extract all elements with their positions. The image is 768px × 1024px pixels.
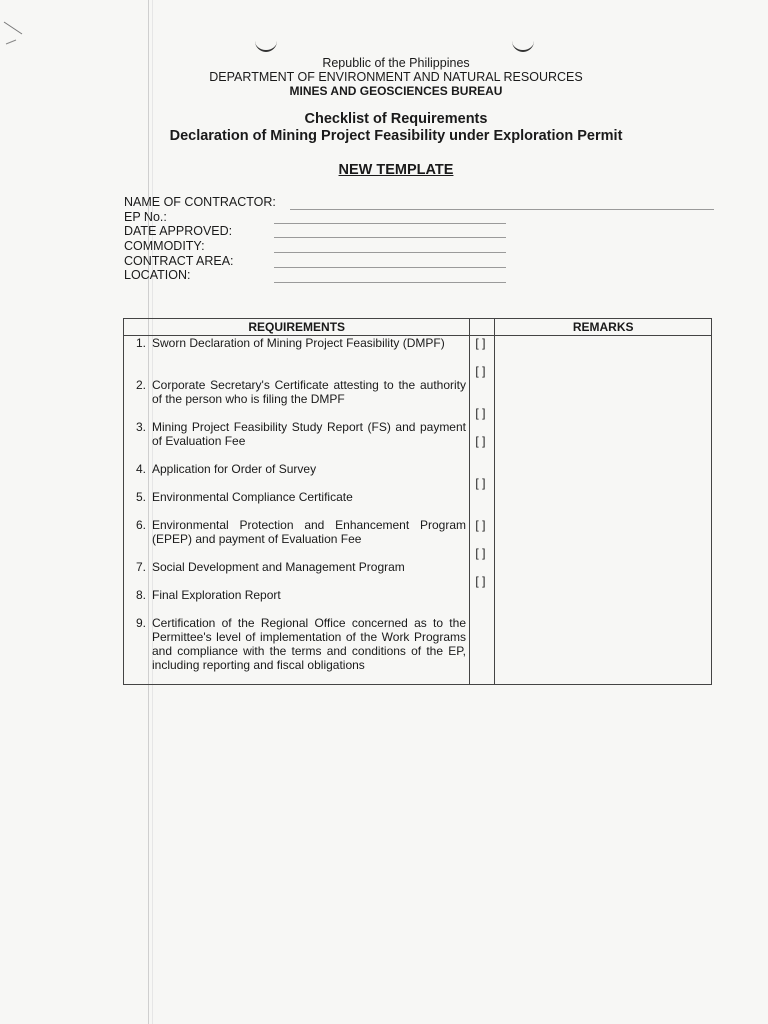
requirements-column-header: REQUIREMENTS xyxy=(124,319,470,336)
ep-number-field[interactable] xyxy=(274,223,506,224)
checkbox-2[interactable]: [ ] xyxy=(475,364,486,378)
item-number: 2. xyxy=(135,378,146,392)
requirements-list-cell xyxy=(124,336,470,685)
list-item xyxy=(135,420,466,448)
date-approved-field[interactable] xyxy=(274,237,506,238)
checkbox-7[interactable]: [ ] xyxy=(475,546,486,560)
item-text: Application for Order of Survey xyxy=(152,462,317,476)
contractor-name-field[interactable] xyxy=(290,209,714,210)
list-item xyxy=(135,462,466,476)
item-text: Mining Project Feasibility Study Report (FS) and payment of Evaluation Fee xyxy=(152,420,466,448)
item-text: Final Exploration Report xyxy=(152,588,281,602)
list-item xyxy=(135,616,466,672)
list-item xyxy=(135,588,466,602)
punch-hole-mark-right xyxy=(512,40,534,52)
remarks-cell[interactable] xyxy=(495,336,712,685)
item-text: Environmental Protection and Enhancement Program (EPEP) and payment of Evaluation Fee xyxy=(152,518,466,546)
item-text: Environmental Compliance Certificate xyxy=(152,490,353,504)
item-number: 3. xyxy=(135,420,146,434)
checkbox-6[interactable]: [ ] xyxy=(475,518,486,532)
item-number: 8. xyxy=(135,588,146,602)
item-number: 7. xyxy=(135,560,146,574)
list-item xyxy=(135,518,466,546)
document-title: Checklist of Requirements xyxy=(304,111,488,127)
item-text: Social Development and Management Program xyxy=(152,560,405,574)
document-subtitle: Declaration of Mining Project Feasibility under Exploration Permit xyxy=(169,128,623,144)
checkbox-column-header xyxy=(470,319,495,336)
item-number: 9. xyxy=(135,616,146,630)
location-field[interactable] xyxy=(274,282,506,283)
requirements-table xyxy=(123,318,712,685)
checkbox-1[interactable]: [ ] xyxy=(475,336,486,350)
location-label: LOCATION: xyxy=(124,268,191,282)
item-text: Corporate Secretary's Certificate attesting to the authority of the person who is filing the DMPF xyxy=(152,378,466,406)
remarks-column-header: REMARKS xyxy=(495,319,712,336)
contractor-name-label: NAME OF CONTRACTOR: xyxy=(124,195,276,209)
table-body-row xyxy=(124,336,712,685)
commodity-label: COMMODITY: xyxy=(124,239,205,253)
bureau-heading: MINES AND GEOSCIENCES BUREAU xyxy=(289,84,503,98)
list-item xyxy=(135,560,466,574)
template-label: NEW TEMPLATE xyxy=(338,162,454,178)
department-heading: DEPARTMENT OF ENVIRONMENT AND NATURAL RESOURCES xyxy=(209,70,583,84)
scan-artifact-mark xyxy=(2,18,28,48)
list-item xyxy=(135,336,466,350)
checkbox-3[interactable]: [ ] xyxy=(475,406,486,420)
checkbox-8[interactable]: [ ] xyxy=(475,574,486,588)
contract-area-label: CONTRACT AREA: xyxy=(124,254,234,268)
contract-area-field[interactable] xyxy=(274,267,506,268)
item-text: Sworn Declaration of Mining Project Feasibility (DMPF) xyxy=(152,336,445,350)
checkbox-4[interactable]: [ ] xyxy=(475,434,486,448)
list-item xyxy=(135,490,466,504)
punch-hole-mark-left xyxy=(255,40,277,52)
ep-number-label: EP No.: xyxy=(124,210,167,224)
item-number: 1. xyxy=(135,336,146,350)
checkbox-cell xyxy=(470,336,495,685)
item-number: 6. xyxy=(135,518,146,532)
republic-heading: Republic of the Philippines xyxy=(322,56,470,70)
date-approved-label: DATE APPROVED: xyxy=(124,224,233,238)
table-header-row xyxy=(124,319,712,336)
item-number: 4. xyxy=(135,462,146,476)
commodity-field[interactable] xyxy=(274,252,506,253)
checkbox-5[interactable]: [ ] xyxy=(475,476,486,490)
item-number: 5. xyxy=(135,490,146,504)
item-text: Certification of the Regional Office concerned as to the Permittee's level of implementation of the Work Programs and compliance with the terms and conditions of the EP, including reporting and fiscal obligations xyxy=(152,616,466,672)
list-item xyxy=(135,378,466,406)
